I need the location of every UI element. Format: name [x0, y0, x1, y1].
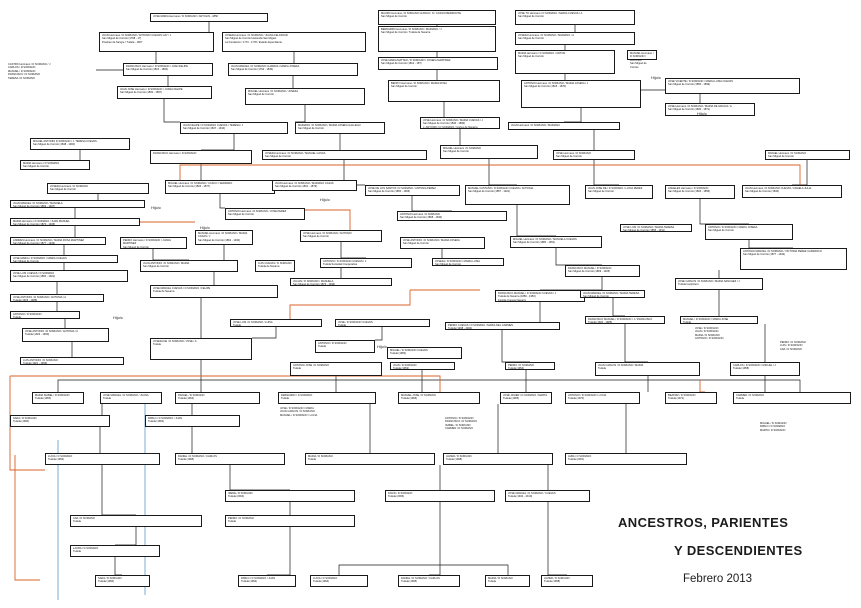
person-box: MARIA / D SORIANO Tudela [485, 575, 530, 587]
person-box: SARA / D SORIANO Tudela (1990) [10, 415, 110, 427]
accent-connector-line [700, 380, 705, 392]
person-box: JUAN MANUEL / D SORIANO / MARIA TERESA San Miguel de Corrolo [580, 290, 645, 298]
person-box: IRENE / D SORIANO Tudela (2004) [225, 490, 355, 502]
person-box: ANTONIO Hermano / D SORIANO / MARIA JOSEFA / J San Miguel de Corrolo (1815 - 1870) [521, 80, 641, 108]
person-box: JUAN MANUEL / D SORIANO / MANUELA San Miguel de Corrolo (1862 - 1927) [10, 200, 145, 208]
person-box: JOSE ANTONIO / D SORIANO / ANTONIA / A Tudela (1915 - 1988) [10, 294, 104, 302]
person-box: DANIEL / D SORIANO / CARLOS Tudela (1995) [175, 453, 285, 465]
connector-line [252, 327, 276, 338]
ancestor-list: CASTRO Hermano / D SORIANO / J CARLOS / D SORIANO MANUEL / D SORIANO FRANCISCO / D SORIANO TERESA / D SORIANO [8, 63, 51, 80]
connector-line [613, 298, 625, 316]
relative-list: MIGUEL / D SORIANO PABLO / D SORIANO MARTA / D SORIANO [760, 422, 787, 432]
connector-line [339, 565, 508, 575]
connector-line [749, 240, 793, 248]
person-box: MIGUEL ANTONIO D SORIANO / J. TERESA CUEVAS San Miguel de Corrolo (1848 - 1900) [30, 138, 130, 150]
chart-title-line1: ANCESTROS, PARIENTES [618, 515, 789, 530]
person-box: ANTONIO MANUEL / D SORIANO / VICTORIA PEREZ CARRASCO San Miguel de Corrolo (1877 - 1942) [740, 248, 847, 270]
person-box: ANTONIO Hermano / D SORIANO San Miguel de Corrolo (1868 - 1930) [397, 211, 507, 221]
person-box: MARIANO / D SORIANO / MARIA JOSEFA GALLEGO San Miguel de Corrolo [295, 122, 385, 134]
person-box: JOSE LUIS / D SORIANO / LUISA Tudela [230, 319, 322, 327]
relative-list: PEDRO / D SORIANO LUIS / D SORIANO ANA / D SORIANO [780, 341, 806, 351]
connector-line [594, 160, 619, 185]
connector-line [295, 105, 305, 122]
connector-line [341, 242, 366, 258]
person-box: RAFAEL Hermano / D SORIANO San Miguel de Corrolo [765, 150, 850, 160]
person-box: MIGUEL Hermano / D SORIANO / JOSEFA San Miguel de Corrolo [245, 88, 365, 105]
person-box: LAURA / D SORIANO Tudela [70, 545, 160, 557]
chart-title-line2: Y DESCENDIENTES [674, 543, 803, 558]
person-box: MANUEL JOSE / D SORIANO Tudela (1966) [398, 392, 480, 404]
person-box: DAVID / D SORIANO Tudela (2006) [385, 490, 495, 502]
person-box: JOSEFA DE / D SORIANO / JOSE / A Tudela [150, 338, 252, 360]
person-box: JULIAN / D SORIANO / MANUELA San Miguel de Corrolo (1876 - 1936) [290, 278, 392, 286]
person-box: PABLO / D SORIANO / JUAN Tudela (1992) [238, 575, 296, 587]
connector-line [489, 159, 517, 185]
person-box: JOSE ANTONIO / D SORIANO / MARIA JOSEFA San Miguel de Corrolo [400, 237, 485, 249]
person-box: JAVIER / D SORIANO Tudela (1998) [443, 453, 553, 465]
person-box: PEDRO / D SORIANO Tudela (1954) [505, 362, 555, 370]
person-box: JOSEFA Hermano / D SORIANO / JUANA FELICIDAD San Miguel de Corrolo Hacienda San Miguel La Fundacion / 1770 - 1778 / Estado dependiente [222, 32, 366, 52]
person-box: JOSE DE LOS SANTOS / D SORIANO / ANTONIA PEREZ San Miguel de Corrolo (1850 - 1906) [365, 185, 460, 196]
connector-line [412, 196, 452, 211]
person-box: JUAN JOSE Hermano / D SORIANO / JUANA FELIPE San Miguel de Corrolo (1800 - 1857) [117, 86, 212, 99]
accent-connector-line [10, 376, 440, 392]
connector-line [517, 205, 556, 236]
person-box: JOSE / D SORIANO CUEVAS Tudela [335, 319, 430, 327]
person-box: FRANCISCO MANUEL / D SORIANO / J / FRANCISCO Tudela (1920 - 1985) [585, 316, 665, 324]
connector-line [58, 380, 800, 392]
hijo-label: Hijo/c [651, 75, 662, 80]
connector-line [164, 99, 180, 122]
connector-line [375, 327, 382, 340]
connector-line [102, 465, 136, 515]
person-box: MAURO Hermano / D SORIANO GUIRAO / N / CASSIO BERROOTE San Miguel de Corrolo [378, 10, 496, 25]
connector-line [115, 527, 136, 545]
accent-connector-line [488, 165, 800, 185]
person-box: JOSE VICENTE / D SORIANO / MARIA LUISA CUEVAS San Miguel de Corrolo (1850 - 1899) [665, 78, 800, 94]
person-box: MANUEL / D SORIANO / MARIA JOSE Tudela [680, 316, 758, 324]
person-box: JOSE MANUEL CUEVAS / D SORIANO / FELIPE Tudela de Navarra [150, 285, 278, 298]
person-box: LUIS ANTONIO / D SORIANO Tudela (1921 - 1999) [20, 357, 124, 365]
person-box: JUAN FELIPE / D SORIANO CUEVAS / TERESA / J San Miguel de Corrolo (1847 - 1910) [180, 122, 288, 134]
accent-connector-line [300, 210, 350, 230]
person-box: CARLOS / D SORIANO / MIGUEL / J Tudela (1958) [730, 362, 800, 376]
person-box: JOSE Hermano / D SORIANO / ANTONIO San Miguel de Corrolo [300, 230, 382, 242]
hijo-label: Hijo/c [200, 225, 211, 230]
hijo-label: Hijo/c [697, 111, 708, 116]
person-box: JOSEFA Hermano / D SORIANO San Miguel de Corrolo [47, 183, 149, 194]
connector-line [115, 557, 122, 575]
person-box: RAFAEL / D SORIANO Tudela (1962) [175, 392, 260, 404]
person-box: BEATRIZ / D SORIANO Tudela (1971) [665, 392, 717, 404]
person-box: JOSEFA / D SORIANO / MARIA LUISA San Miguel de Corrolo [432, 258, 504, 266]
person-box: MIGUEL Hermano / D SORIANO / CASCO / SERRANO San Miguel de Corrolo (1820 - 1877) [165, 180, 275, 194]
person-box: ANTONIO / D SORIANO Tudela [10, 311, 80, 319]
connector-line [540, 277, 602, 290]
person-box: ANTONIO Hermano / D SORIANO / JOSE PEREZ San Miguel de Corrolo [225, 208, 305, 220]
person-box: JOSE Hermano / D SORIANO San Miguel de Corrolo [553, 150, 635, 160]
person-box: FERNANDO / D SORIANO Tudela [278, 392, 376, 404]
person-box: JAVIER / D SORIANO Tudela (1998) [541, 575, 593, 587]
relative-list: ANTONIO / D SORIANO FRANCISCO / D SORIANO ISABEL / D SORIANO CARMEN / D SORIANO [445, 417, 477, 431]
person-box: PEDRO CUEVAS / D SORIANO / MARIA DEL CARMEN Tudela (1938 - 2004) [445, 322, 560, 330]
person-box: ANA / D SORIANO Tudela [70, 515, 202, 527]
person-box: PABLO / D SORIANO / JUAN Tudela (1992) [145, 415, 240, 427]
person-box: JOSE MANUEL / D SORIANO / CUEVAS Tudela (1944 - 2010) [505, 490, 590, 502]
person-box: ANTONIO / D SORIANO / MARIA JOSEFA San Miguel de Corrolo [705, 224, 793, 240]
person-box: JOSE MANUEL / D SORIANO / JUANA Tudela [100, 392, 162, 404]
person-box: MANUEL CASTAÑO / D SORIANO CUEVAS / ANTONIA San Miguel de Corrolo (1857 - 1921) [465, 185, 570, 205]
person-box: JOSE ANTONIO / D SORIANO / ANTONIA / A Tudela (1923 - 1990) [22, 328, 109, 342]
person-box: JOSE LUIS CUEVAS / D SORIANO San Miguel de Corrolo (1860 - 1921) [10, 270, 128, 282]
person-box: FRANCISCO Hermano / D SORIANO / JUAN FELIPE San Miguel de Corrolo (1810 - 1864) [123, 63, 213, 76]
person-box: CARMEN / D SORIANO Tudela [733, 392, 851, 404]
person-box: LUCIA / D SORIANO Tudela (1994) [45, 453, 160, 465]
person-box: JUAN / D SORIANO Tudela (1952) [390, 362, 455, 370]
person-box: MIGUEL Hermano / D SORIANO / MANUELA CUEVAS San Miguel de Corrolo (1880 - 1951) [510, 236, 602, 248]
connector-line [625, 324, 648, 362]
person-box: ALBA / D SORIANO Tudela (2001) [565, 453, 687, 465]
person-box: JOSE Hermano / D SORIANO / MARIA DE GRACIA / A San Miguel de Corrolo (1830 - 1871) [665, 103, 755, 116]
person-box: JUAN MANUEL / D SORIANO GUARDIA / MARIA JOSEFA San Miguel de Corrolo (1792 - 1840) [228, 63, 358, 76]
person-box: JOSEFA Hermano / D SORIANO / MANUEL CASAS San Miguel de Corrolo [262, 150, 427, 160]
accent-connector-line [15, 455, 40, 580]
person-box: ANGELES Hermano / D SORIANO San Miguel de Corrolo (1800 - 1856) [665, 185, 735, 199]
person-box: ANTONIO / D SORIANO CUEVAS / J. Tudela Sociedad Cooperativa [320, 258, 412, 268]
connector-line [502, 330, 530, 362]
person-box: FRANCISCO Hermano / D SORIANO [150, 150, 252, 164]
person-box: FRANCISCO MANUEL / D SORIANO San Miguel de Corrolo (1869 - 1925) [565, 265, 640, 277]
person-box: MARIA / D SORIANO Tudela [305, 453, 435, 465]
hijo-label: Hijo/c [377, 344, 388, 349]
connector-line [429, 502, 440, 575]
connector-line [548, 502, 567, 575]
connector-line [556, 248, 602, 265]
person-box: LUIS CUEVAS / D SORIANO Tudela de Navarra [255, 260, 295, 272]
hijo-label: Hijo/c [113, 315, 124, 320]
connector-line [201, 134, 234, 150]
person-box: JOSE TO Hermano / D SORIANO / MARIA CUEVAS / A San Miguel de Corrolo [515, 10, 635, 25]
person-box: BERNARDO Hermano / D SORIANO / MARIANO / J San Miguel de Corrolo / Tudela de Navarra [378, 26, 496, 52]
person-box: MANUEL Hermano / D SORIANO / MARIA CASAS / J San Miguel de Corrolo (1862 - 1930) [195, 230, 253, 245]
person-box: DANIEL / D SORIANO / CARLOS Tudela (1995) [398, 575, 460, 587]
person-box: SARA / D SORIANO Tudela (1990) [95, 575, 150, 587]
person-box: JUAN Hermano / D SORIANO / ANTONIO CUEVAS CAY / J San Miguel de Corrolo (1798 - 1?) Pruebas de Sangre / Tudela - 180? [99, 32, 214, 52]
relative-list: JOSE / D SORIANO / MARIA JUAN CARLOS / D SORIANO MANUEL / D SORIANO / LUCIA [280, 407, 318, 417]
person-box: JUAN CARLOS / D SORIANO / MARIA Tudela [595, 362, 700, 376]
person-box: MANUEL Hermano / D SORIANO / ANTONIA San Miguel de Corrolo [627, 50, 657, 60]
connector-line [267, 527, 290, 575]
person-box: JUAN JOSE DE / D SORIANO / LUCIA PEREZ San Miguel de Corrolo [585, 185, 653, 199]
chart-date: Febrero 2013 [683, 573, 753, 585]
connector-line [700, 199, 749, 224]
person-box: ANTONIO JOSE / D SORIANO Tudela [290, 362, 382, 376]
person-box: MIGUEL Hermano / D SORIANO San Miguel de Corrolo [440, 145, 538, 159]
hijo-label: Hijo/c [151, 205, 162, 210]
person-box: MARIA Hermano / D SORIANO San Miguel de Corrolo [20, 160, 90, 170]
person-box: FRANCISCO MANUEL / D SORIANO CUEVAS / J Tudela de Navarra (1880 - 1950) Familia Cuevas Navarra [495, 290, 585, 302]
person-box: MIGUEL / D SORIANO CUEVAS Tudela (1950) [387, 347, 462, 359]
person-box: PEDRO / D SORIANO Tudela [225, 515, 355, 527]
person-box: JOSE LUIS / D SORIANO / MARIA TERESA San Miguel de Corrolo (1855 - 1911) [620, 224, 692, 232]
person-box: MARIA Hermano / D SORIANO / JUAN MANUEL San Miguel de Corrolo (1870 - 1945) [10, 218, 140, 226]
person-box: MARIA Hermano / D SORIANO / ANTON San Miguel de Corrolo [515, 50, 615, 74]
person-box: JOSE CARLOS / D SORIANO / MARIA SANCHEZ / J Tudela Carpintero [675, 278, 763, 290]
person-box: JOSE MARIA MATTEO / D SORIANO / JOSEFA MARTINEZ San Miguel de Corrolo (1812 - 18?) [378, 57, 498, 70]
relative-list: JOSE / D SORIANO JUAN / D SORIANO MARIA / D SORIANO ANTONIO / D SORIANO [695, 327, 724, 341]
connector-line [220, 194, 225, 208]
person-box: JOSE MARIA / D SORIANO / MARIA CUEVAS San Miguel de Corrolo [10, 255, 118, 263]
person-box: JOSE Hermano / D SORIANO / MARIA CUEVAS / J San Miguel de Corrolo (1840 - 1890) J. ANTONIO / D SORIANO / Cortes de Navarra [420, 117, 500, 129]
person-box: ANTONIO / D SORIANO Tudela [315, 340, 375, 353]
connector-line [153, 249, 189, 260]
connector-line [792, 160, 807, 185]
person-box: JUAN Hermano / D SORIANO / MARIANA [508, 122, 620, 130]
connector-line [230, 465, 290, 490]
hijo-label: Hijo/c [320, 197, 331, 202]
person-box: JUAN Hermano / D SORIANO / MARIANO CASAS San Miguel de Corrolo (1831 - 1879) [272, 180, 357, 191]
person-box: JOSEFA Hermano / D SORIANO / MARIANO / A San Miguel de Corrolo [515, 32, 635, 45]
person-box: JUAN ANTONIO / D SORIANO / MARIA San Miguel de Corrolo [140, 260, 238, 272]
connector-line [564, 108, 581, 122]
person-box: PEDRO Hermano / D SORIANO / JUANA MARTINEZ San Miguel de Corrolo [120, 237, 187, 249]
person-box: JOSE JAVIER / D SORIANO / MARTA Tudela (1965) [500, 392, 552, 404]
person-box: JUAN Hermano / D SORIANO CUEVAS / ANGELA JULIA San Miguel de Corrolo (1840) [742, 185, 842, 198]
person-box: JOSE MARIA Hermano / D SORIANO / ANTOLIN - 1850 [150, 13, 268, 22]
person-box: MARIA ISABEL / D SORIANO Tudela (1960) [32, 392, 84, 404]
person-box: ANDRES Hermano / D SORIANO / MARIA ROSA MARTINEZ San Miguel de Corrolo (1877 - 1944) [10, 237, 106, 245]
person-box: BENITO Hermano / D SORIANO / MARIA ROSA San Miguel de Corrolo [388, 80, 500, 102]
person-box: LUCIA / D SORIANO Tudela (1994) [310, 575, 368, 587]
accent-connector-line [290, 290, 410, 320]
person-box: ANTONIO / D SORIANO / LUCIA Tudela (1970) [565, 392, 640, 404]
